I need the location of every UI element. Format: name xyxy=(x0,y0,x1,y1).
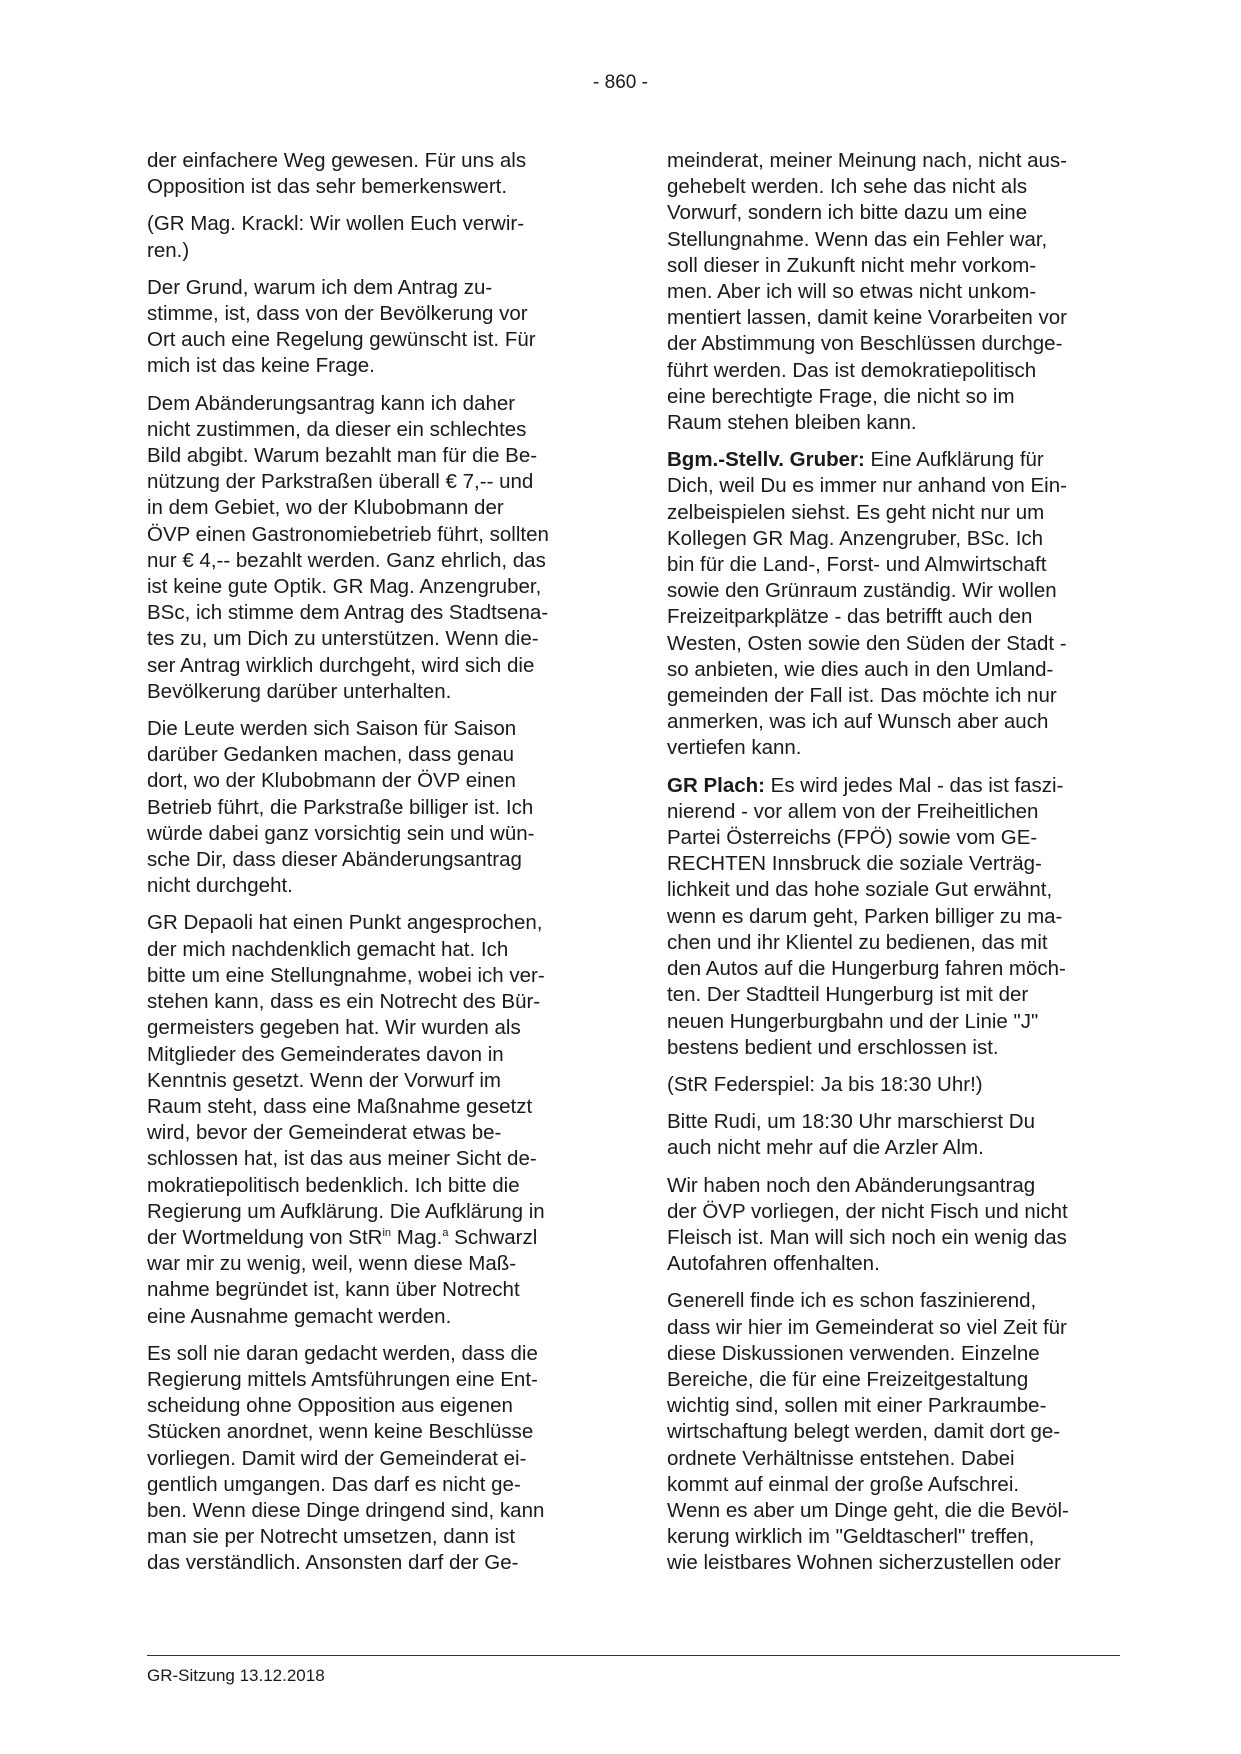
paragraph-text: war mir zu wenig, weil, wenn diese Maß- nahme begründet ist, kann über Notrecht eine Ausnahme gemacht werden. xyxy=(147,1252,520,1328)
paragraph xyxy=(147,910,595,1329)
superscript-a: a xyxy=(442,1226,449,1239)
right-column xyxy=(667,148,1117,1588)
interjection: (GR Mag. Krackl: Wir wollen Euch verwir- ren.) xyxy=(147,212,525,262)
footer-divider xyxy=(147,1655,1120,1656)
paragraph: Es soll nie daran gedacht werden, dass die Regierung mittels Amtsführungen eine Ent- scheidung ohne Opposition aus eigenen Stücken anordnet, wenn keine Beschlüsse vorliegen. Damit wird der Gemeinderat ei- gentlich umgangen. Das darf es nicht ge- ben. Wenn diese Dinge dringend sind, kann man sie per Notrecht umsetzen, dann ist das verständlich. Ansonsten darf der Ge- xyxy=(147,1341,545,1575)
speech-gruber xyxy=(667,447,1117,761)
paragraph: Bitte Rudi, um 18:30 Uhr marschierst Du auch nicht mehr auf die Arzler Alm. xyxy=(667,1110,1035,1160)
speech-text: Eine Aufklärung für Dich, weil Du es immer nur anhand von Ein- zelbeispielen siehst. Es geht nicht nur um Kollegen GR Mag. Anzengruber, BSc. Ich bin für die Land-, Forst- und Almwirtschaft sowie den Grünraum zuständig. Wir wollen Freizeitparkplätze - das betrifft auch den Westen, Osten sowie den Süden der Stadt - so anbieten, wie dies auch in den Umland- gemeinden der Fall ist. Das möchte ich nur anmerken, was ich auf Wunsch aber auch vertiefen kann. xyxy=(667,448,1067,760)
footer-session-date: GR-Sitzung 13.12.2018 xyxy=(147,1666,325,1685)
paragraph: meinderat, meiner Meinung nach, nicht aus- gehebelt werden. Ich sehe das nicht als Vorwurf, sondern ich bitte dazu um eine Stellungnahme. Wenn das ein Fehler war, soll dieser in Zukunft nicht mehr vorkom- men. Aber ich will so etwas nicht unkom- mentiert lassen, damit keine Vorarbeiten vor der Abstimmung von Beschlüssen durchge- führt werden. Das ist demokratiepolitisch eine berechtigte Frage, die nicht so im Raum stehen bleiben kann. xyxy=(667,149,1067,435)
paragraph: Generell finde ich es schon faszinierend, dass wir hier im Gemeinderat so viel Zeit für diese Diskussionen verwenden. Einzelne Bereiche, die für eine Freizeitgestaltung wichtig sind, sollen mit einer Parkraumbe- wirtschaftung belegt werden, damit dort ge- ordnete Verhältnisse entstehen. Dabei kommt auf einmal der große Aufschrei. Wenn es aber um Dinge geht, die die Bevöl- kerung wirklich im "Geldtascherl" treffen, wie leistbares Wohnen sicherzustellen oder xyxy=(667,1289,1069,1575)
superscript-in: in xyxy=(382,1226,392,1239)
schwarzl-line-end: Schwarzl xyxy=(448,1225,538,1249)
paragraph: der einfachere Weg gewesen. Für uns als Opposition ist das sehr bemerkenswert. xyxy=(147,149,527,199)
paragraph: Dem Abänderungsantrag kann ich daher nicht zustimmen, da dieser ein schlechtes Bild abgibt. Warum bezahlt man für die Be- nützung der Parkstraßen überall € 7,-- und in dem Gebiet, wo der Klubobmann der ÖVP einen Gastronomiebetrieb führt, sollten nur € 4,-- bezahlt werden. Ganz ehrlich, das ist keine gute Optik. GR Mag. Anzengruber, BSc, ich stimme dem Antrag des Stadtsena- tes zu, um Dich zu unterstützen. Wenn die- ser Antrag wirklich durchgeht, wird sich die Bevölkerung darüber unterhalten. xyxy=(147,391,549,703)
schwarzl-line-start: der Wortmeldung von StR xyxy=(147,1225,383,1249)
speech-text: Es wird jedes Mal - das ist faszi- nierend - vor allem von der Freiheitlichen Partei Österreichs (FPÖ) sowie vom GE- RECHTEN Innsbruck die soziale Verträg- lichkeit und das hohe soziale Gut erwähnt, wenn es darum geht, Parken billiger zu ma- chen und ihr Klientel zu bedienen, das mit den Autos auf die Hungerburg fahren möch- ten. Der Stadtteil Hungerburg ist mit der neuen Hungerburgbahn und der Linie "J" bestens bedient und erschlossen ist. xyxy=(667,773,1066,1059)
paragraph: Wir haben noch den Abänderungsantrag der ÖVP vorliegen, der nicht Fisch und nicht Fleisch ist. Man will sich noch ein wenig das Autofahren offenhalten. xyxy=(667,1173,1068,1276)
page-number: - 860 - xyxy=(593,72,648,93)
schwarzl-mag: Mag. xyxy=(391,1225,443,1249)
paragraph: Der Grund, warum ich dem Antrag zu- stimme, ist, dass von der Bevölkerung vor Ort auch eine Regelung gewünscht ist. Für mich ist das keine Frage. xyxy=(147,275,536,378)
speaker-name: Bgm.-Stellv. Gruber: xyxy=(667,448,865,472)
paragraph-text: GR Depaoli hat einen Punkt angesprochen, der mich nachdenklich gemacht hat. Ich bitte um eine Stellungnahme, wobei ich ver- stehen kann, dass es ein Notrecht des Bür- germeisters gegeben hat. Wir wurden als Mitglieder des Gemeinderates davon in Kenntnis gesetzt. Wenn der Vorwurf im Raum steht, dass eine Maßnahme gesetzt wird, bevor der Gemeinderat etwas be- schlossen hat, ist das aus meiner Sicht de- mokratiepolitisch bedenklich. Ich bitte die Regierung um Aufklärung. Die Aufklärung in xyxy=(147,911,545,1223)
interjection: (StR Federspiel: Ja bis 18:30 Uhr!) xyxy=(667,1072,983,1096)
speaker-name: GR Plach: xyxy=(667,773,765,797)
paragraph: Die Leute werden sich Saison für Saison darüber Gedanken machen, dass genau dort, wo der Klubobmann der ÖVP einen Betrieb führt, die Parkstraße billiger ist. Ich würde dabei ganz vorsichtig sein und wün- sche Dir, dass dieser Abänderungsantrag nicht durchgeht. xyxy=(147,717,535,898)
left-column xyxy=(147,148,595,1588)
speech-plach xyxy=(667,773,1117,1061)
